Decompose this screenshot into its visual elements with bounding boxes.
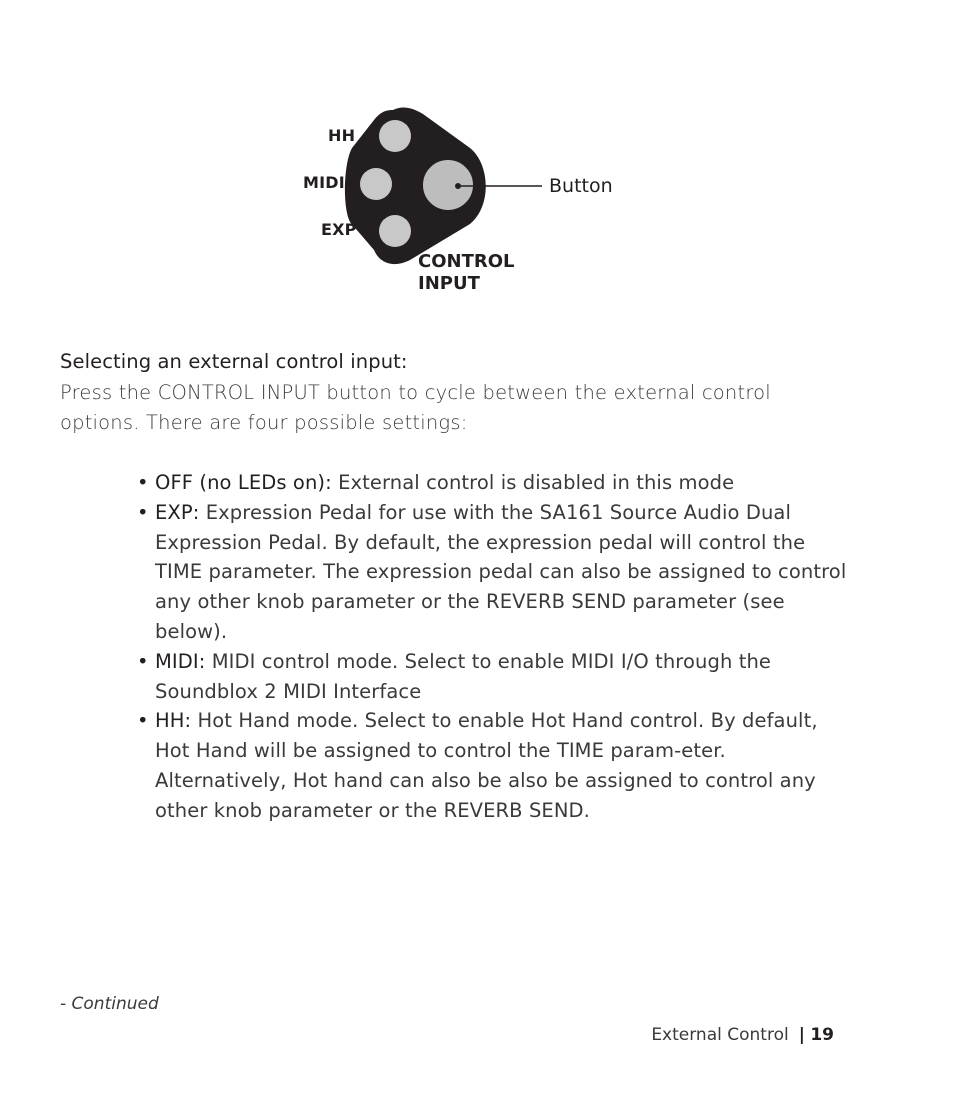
midi-label: MIDI (303, 173, 345, 192)
control-input-label (418, 251, 515, 295)
control-input-label-line2: INPUT (418, 273, 480, 294)
setting-description: Expression Pedal for use with the SA161 Source Audio Dual Expression Pedal. By default, the expression pedal will control the TIME parameter. The expression pedal can also be assigned to control any other knob parameter or the REVERB SEND parameter (see below). (155, 500, 847, 643)
bullet: • (137, 709, 149, 733)
continued-note: - Continued (60, 994, 159, 1014)
footer-separator: | (798, 1025, 805, 1045)
setting-description: Hot Hand mode. Select to enable Hot Hand control. By default, Hot Hand will be assigned to control the TIME param-eter. Alternatively, Hot hand can also be also be assigned to control any other knob parameter or the REVERB SEND. (155, 709, 818, 822)
list-item-midi (137, 647, 847, 707)
list-item-exp (137, 498, 847, 647)
page-number: 19 (810, 1025, 834, 1045)
bullet: • (137, 500, 149, 524)
midi-led (360, 168, 392, 200)
setting-term: OFF (no LEDs on): (155, 471, 332, 494)
page-footer (651, 1025, 834, 1045)
setting-description: External control is disabled in this mode (331, 471, 735, 494)
intro-paragraph: Press the CONTROL INPUT button to cycle between the external control options. There are four possible settings: (60, 381, 771, 434)
hh-label: HH (328, 126, 356, 145)
control-input-button (422, 159, 474, 211)
control-input-label-line1: CONTROL (418, 251, 515, 272)
footer-section-name: External Control (651, 1025, 789, 1045)
bullet: • (137, 471, 149, 494)
hh-led (379, 120, 411, 152)
control-input-diagram (290, 100, 650, 310)
button-label: Button (549, 175, 613, 197)
section-heading: Selecting an external control input: (60, 350, 408, 373)
exp-led (379, 215, 411, 247)
setting-term: MIDI: (155, 649, 206, 673)
setting-description: MIDI control mode. Select to enable MIDI I/O through the Soundblox 2 MIDI Interface (155, 649, 772, 703)
exp-label: EXP (321, 220, 357, 239)
settings-list (137, 468, 847, 826)
list-item-hh (137, 706, 847, 825)
setting-term: EXP: (155, 500, 200, 524)
setting-term: HH: (155, 709, 192, 733)
bullet: • (137, 649, 149, 673)
list-item-off (137, 468, 847, 498)
